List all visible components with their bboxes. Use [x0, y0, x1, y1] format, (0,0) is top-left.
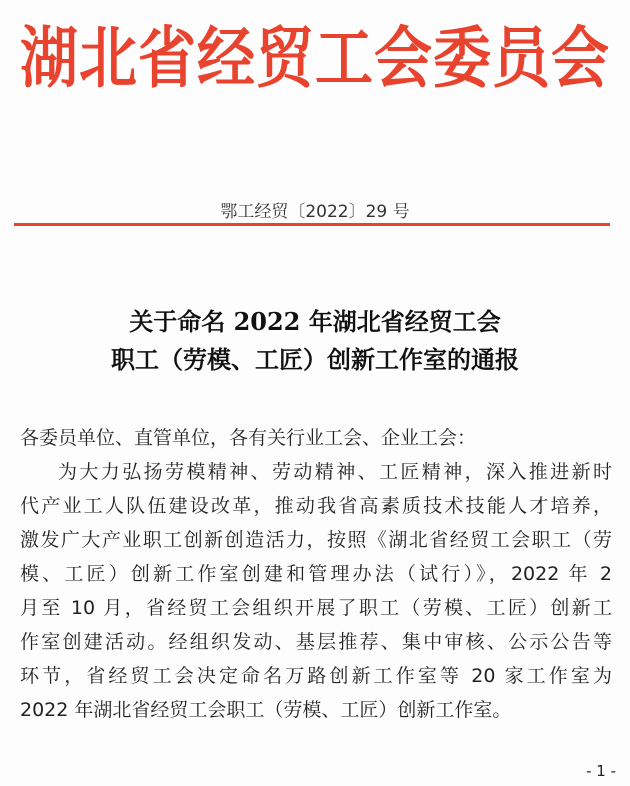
- body-paragraph: [20, 455, 612, 727]
- document-title-line-2: 职工（劳模、工匠）创新工作室的通报: [111, 345, 519, 374]
- document-title: [0, 303, 630, 379]
- page-number: - 1 -: [586, 762, 616, 780]
- red-divider-rule: [14, 223, 610, 226]
- body-line: 作室创建活动。经组织发动、基层推荐、集中审核、公示公告等: [20, 631, 612, 653]
- body-line: 为大力弘扬劳模精神、劳动精神、工匠精神，深入推进新时: [58, 461, 612, 483]
- body-line: 月至 10 月，省经贸工会组织开展了职工（劳模、工匠）创新工: [20, 597, 612, 619]
- body-line: 激发广大产业职工创新创造活力，按照《湖北省经贸工会职工（劳: [20, 529, 612, 551]
- body-line: 模、工匠）创新工作室创建和管理办法（试行）》，2022 年 2: [20, 563, 612, 585]
- body-line: 代产业工人队伍建设改革，推动我省高素质技术技能人才培养，: [20, 495, 612, 517]
- document-number: 鄂工经贸〔2022〕29 号: [220, 202, 410, 222]
- document-title-line-1: 关于命名 2022 年湖北省经贸工会: [129, 307, 501, 336]
- masthead-organization: 湖北省经贸工会委员会: [19, 18, 610, 97]
- body-line: 环节，省经贸工会决定命名万路创新工作室等 20 家工作室为: [20, 665, 612, 687]
- body-line: 2022 年湖北省经贸工会职工（劳模、工匠）创新工作室。: [20, 699, 512, 721]
- salutation: 各委员单位、直管单位，各有关行业工会、企业工会：: [20, 427, 477, 449]
